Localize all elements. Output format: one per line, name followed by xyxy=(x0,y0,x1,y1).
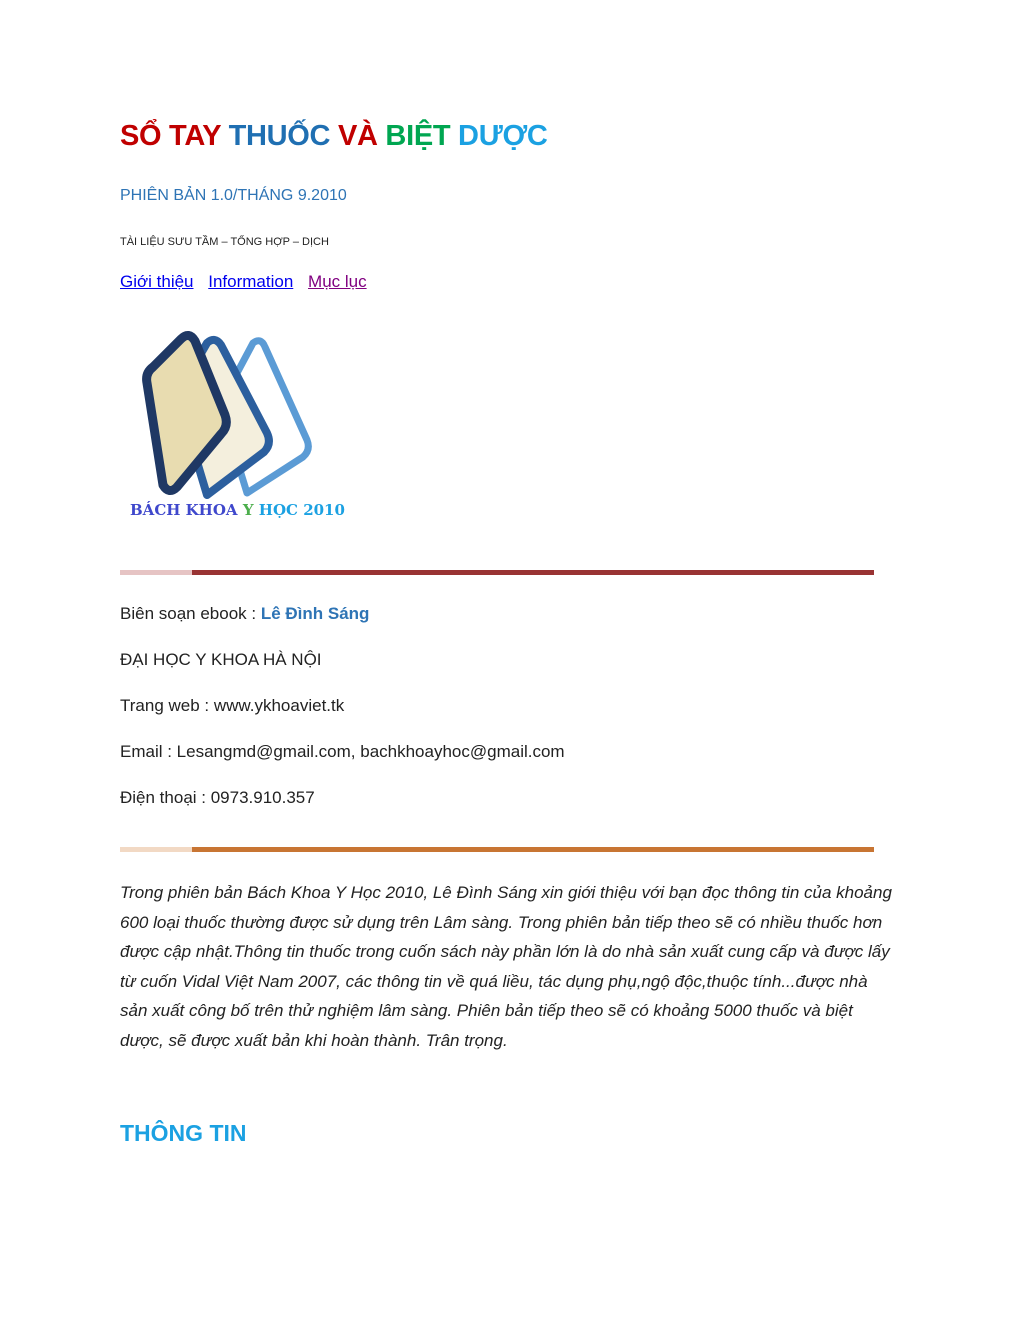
section-divider-2 xyxy=(120,847,874,852)
author-line: Biên soạn ebook : Lê Đình Sáng xyxy=(120,604,370,623)
author-name: Lê Đình Sáng xyxy=(260,604,370,623)
section-heading-thong-tin: THÔNG TIN xyxy=(120,1120,247,1146)
edition-label: PHIÊN BẢN 1.0/THÁNG 9.2010 xyxy=(120,187,347,204)
logo-caption: BÁCH KHOA Y HỌC 2010 xyxy=(130,501,345,519)
email-line: Email : Lesangmd@gmail.com, bachkhoayhoc@gmail.com xyxy=(120,742,565,761)
intro-paragraph: Trong phiên bản Bách Khoa Y Học 2010, Lê Đình Sáng xin giới thiệu với bạn đọc thông tin của khoảng 600 loại thuốc thường được sử dụng trên Lâm sàng. Trong phiên bản tiếp theo sẽ có nhiều thuốc hơn được cập nhật.Thông tin thuốc trong cuốn sách này phần lớn là do nhà sản xuất cung cấp và được lấy từ cuốn Vidal Việt Nam 2007, các thông tin về quá liều, tác dụng phụ,ngộ độc,thuộc tính...được nhà sản xuất công bố trên thử nghiệm lâm sàng. Phiên bản tiếp theo sẽ có khoảng 5000 thuốc và biệt dược, sẽ được xuất bản khi hoàn thành. Trân trọng. xyxy=(120,883,892,1050)
website-line: Trang web : www.ykhoaviet.tk xyxy=(120,696,345,715)
phone-line: Điện thoại : 0973.910.357 xyxy=(120,788,315,807)
title-part-so-tay: SỔ TAY xyxy=(120,120,221,152)
toc-link[interactable]: Mục lục xyxy=(308,272,367,291)
book-logo-icon xyxy=(125,325,340,530)
title-part-thuoc: THUỐC xyxy=(228,120,331,152)
intro-link[interactable]: Giới thiệu xyxy=(120,272,194,291)
document-title xyxy=(120,120,548,153)
title-part-va: VÀ xyxy=(337,120,378,152)
title-part-biet: BIỆT xyxy=(385,120,451,152)
document-subtitle: TÀI LIỆU SƯU TẦM – TỔNG HỢP – DỊCH xyxy=(120,236,329,248)
nav-links xyxy=(120,272,377,292)
information-link[interactable]: Information xyxy=(208,272,294,291)
title-part-duoc: DƯỢC xyxy=(458,120,548,152)
section-divider-1 xyxy=(120,570,874,575)
school-line: ĐẠI HỌC Y KHOA HÀ NỘI xyxy=(120,650,322,669)
